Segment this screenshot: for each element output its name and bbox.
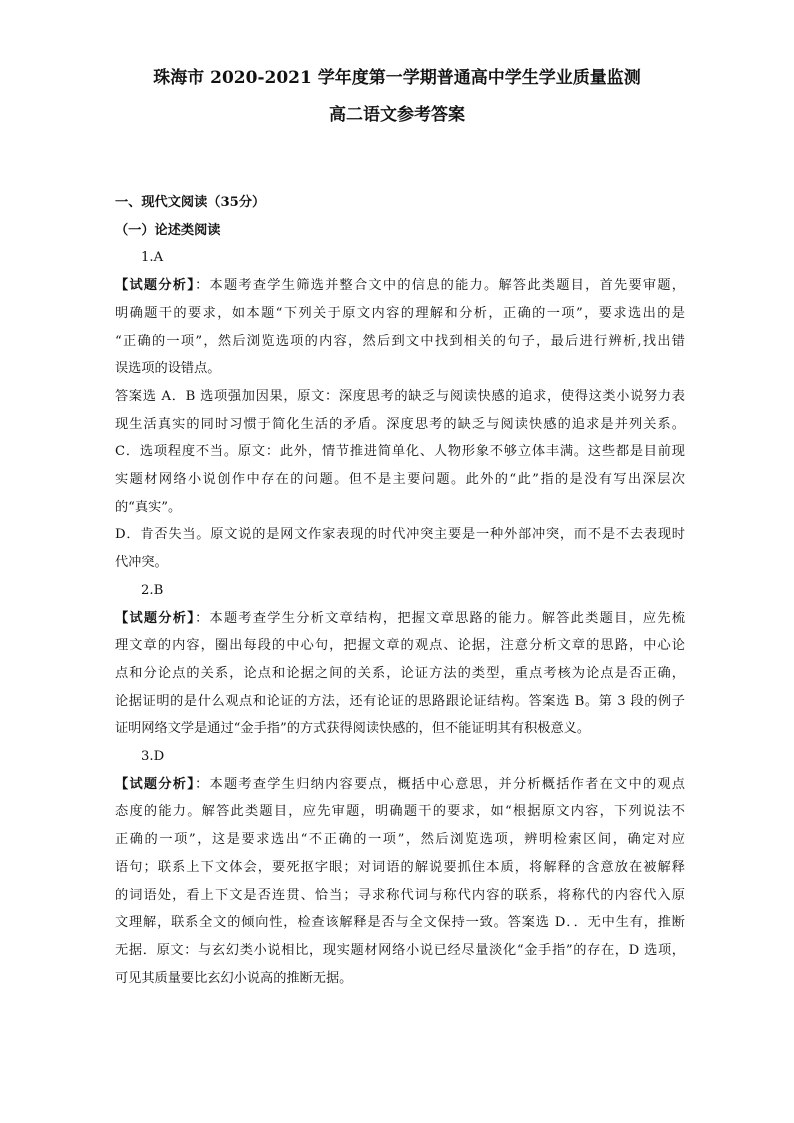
- analysis-tag: 【试题分析】: [115, 610, 196, 626]
- question-1-line: 误选项的设错点。: [115, 361, 221, 377]
- question-2-line: 【试题分析】：本题考查学生分析文章结构，把握文章思路的能力。解答此类题目，应先梳: [115, 610, 685, 626]
- subsection-heading: （一）论述类阅读: [115, 222, 221, 238]
- question-1-line: “正确的一项”，然后浏览选项的内容，然后到文中找到相关的句子，最后进行辨析,找出错: [115, 333, 685, 349]
- question-1-line: C．选项程度不当。原文：此外，情节推进简单化、人物形象不够立体丰满。这些都是目前现: [115, 444, 685, 460]
- question-3-line: 可见其质量要比玄幻小说高的推断无据。: [115, 970, 353, 986]
- question-2-line: 理文章的内容，圈出每段的中心句，把握文章的观点、论据，注意分析文章的思路，中心论: [115, 638, 685, 654]
- analysis-tag: 【试题分析】: [115, 776, 196, 792]
- question-2-line: 论据证明的是什么观点和论证的方法，还有论证的思路跟论证结构。答案选 B。第 3 段的例子: [115, 693, 685, 709]
- document-title-line2: 高二语文参考答案: [329, 105, 465, 125]
- question-1-line: 代冲突。: [115, 555, 168, 571]
- question-3-line: 文理解，联系全文的倾向性，检查该解释是否与全文保持一致。答案选 D．．无中生有，推断: [115, 915, 685, 931]
- question-3-line: 无据．原文：与玄幻类小说相比，现实题材网络小说已经尽量淡化“金手指”的存在，D 选项，: [115, 942, 685, 958]
- question-1-line: 现生活真实的同时习惯于简化生活的矛盾。深度思考的缺乏与阅读快感的追求是并列关系。: [115, 416, 685, 432]
- answer-content: [115, 189, 685, 992]
- question-3-line: 态度的能力。解答此类题目，应先审题，明确题干的要求，如“根据原文内容，下列说法不: [115, 804, 685, 820]
- question-3-line: 语句；联系上下文体会，要死抠字眼；对词语的解说要抓住本质，将解释的含意放在被解释: [115, 859, 685, 875]
- question-1-line: D．肯否失当。原文说的是网文作家表现的时代冲突主要是一种外部冲突，而不是不去表现时: [115, 527, 685, 543]
- question-2-number: 2.B: [141, 582, 164, 598]
- question-3-line: 的词语处，看上下文是否连贯、恰当；寻求称代词与称代内容的联系，将称代的内容代入原: [115, 887, 685, 903]
- question-2-line: 点和分论点的关系，论点和论据之间的关系，论证方法的类型，重点考核为论点是否正确，: [115, 665, 685, 681]
- question-3-number: 3.D: [141, 749, 165, 765]
- document-title-line1: 珠海市 2020-2021 学年度第一学期普通高中学生学业质量监测: [153, 68, 641, 88]
- question-1-line: 答案选 A．B 选项强加因果，原文：深度思考的缺乏与阅读快感的追求，使得这类小说努力表: [115, 388, 685, 404]
- question-1-line: 实题材网络小说创作中存在的问题。但不是主要问题。此外的“此”指的是没有写出深层次: [115, 472, 685, 488]
- question-1-number: 1.A: [141, 250, 164, 266]
- analysis-tag: 【试题分析】: [115, 278, 196, 294]
- question-3-line: 【试题分析】：本题考查学生归纳内容要点，概括中心意思，并分析概括作者在文中的观点: [115, 776, 685, 792]
- section-heading: 一、现代文阅读（35分）: [115, 195, 266, 210]
- question-2-line: 证明网络文学是通过“金手指”的方式获得阅读快感的，但不能证明其有积极意义。: [115, 721, 591, 737]
- question-1-line: 【试题分析】：本题考查学生筛选并整合文中的信息的能力。解答此类题目，首先要审题，: [115, 278, 685, 294]
- question-3-line: 正确的一项”，这是要求选出“不正确的一项”，然后浏览选项，辨明检索区间，确定对应: [115, 832, 685, 848]
- question-1-line: 明确题干的要求，如本题“下列关于原文内容的理解和分析，正确的一项”，要求选出的是: [115, 305, 685, 321]
- question-1-line: 的“真实”。: [115, 499, 182, 515]
